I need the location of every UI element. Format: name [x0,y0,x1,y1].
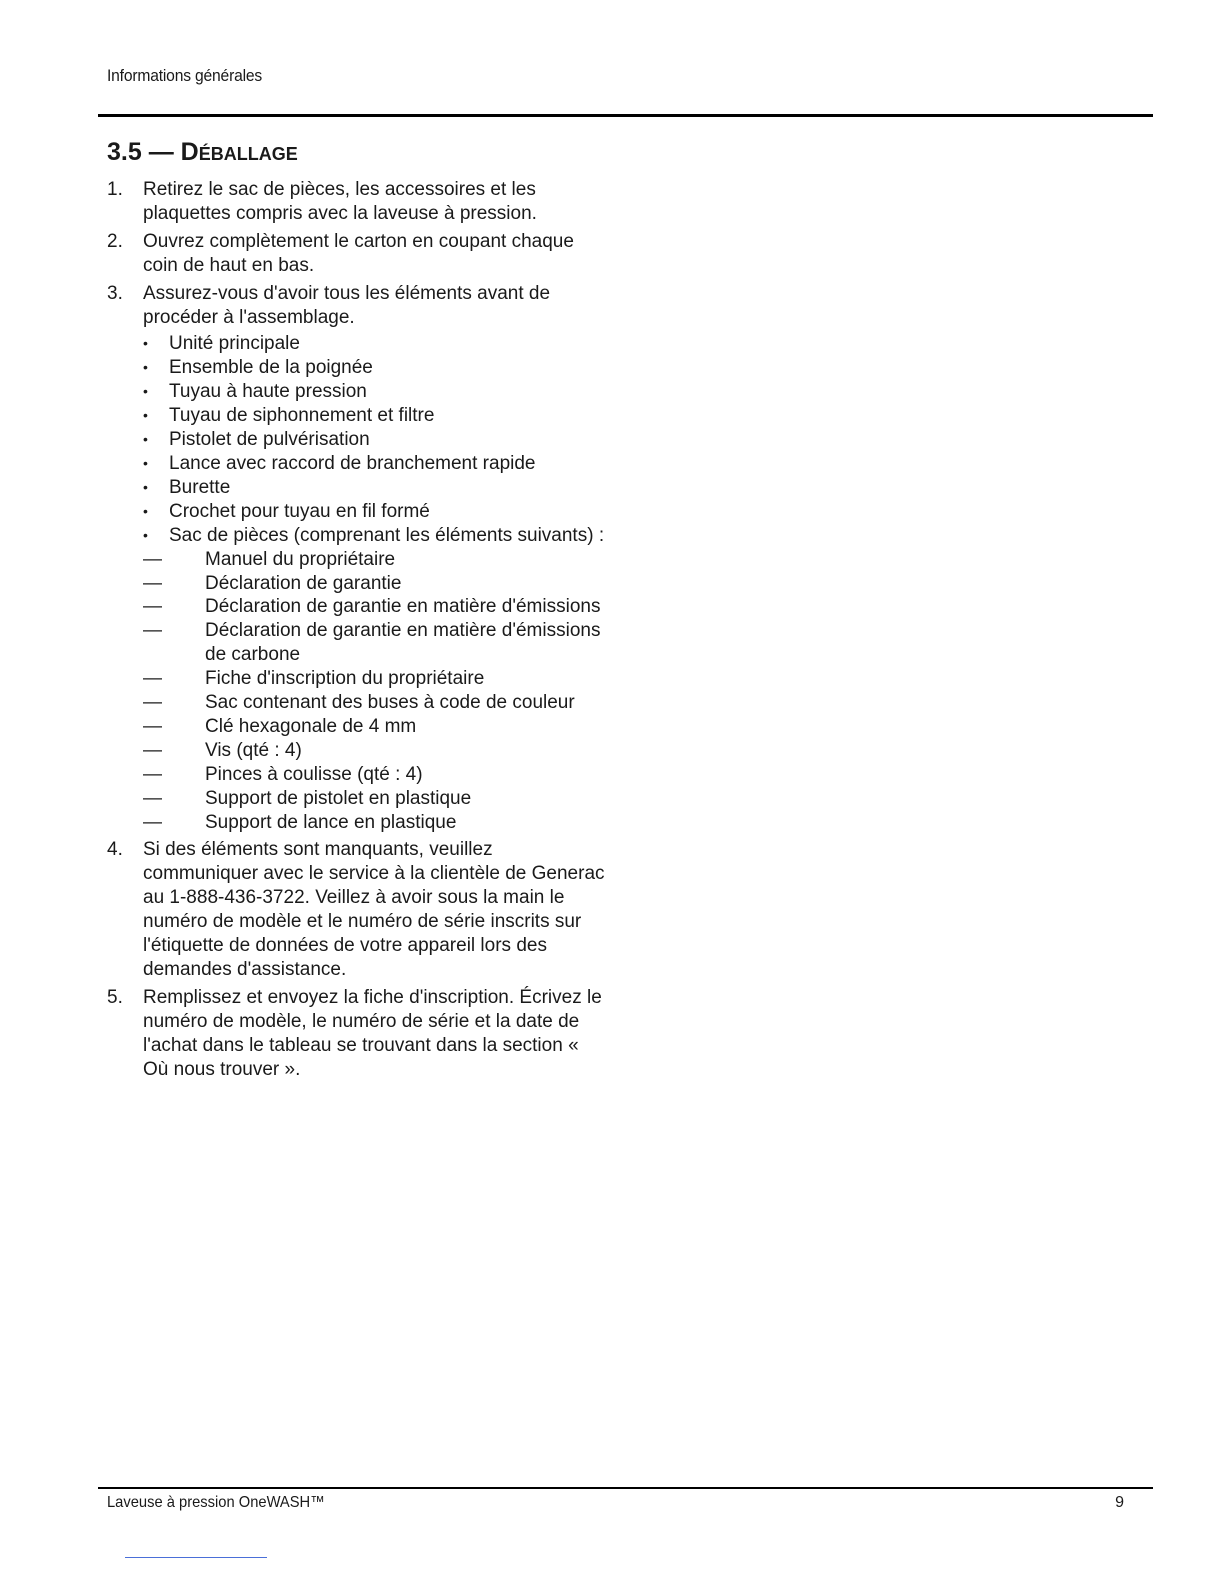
dash-marker: — [143,715,162,737]
footer-product-name: Laveuse à pression OneWASH™ [107,1494,325,1511]
bullet-marker: • [143,407,148,424]
dash-marker: — [143,763,162,785]
bullet-marker: • [143,478,148,495]
dash-marker: — [143,668,162,690]
parts-bag-item [143,619,607,667]
bullet-marker: • [143,383,148,400]
step-item [107,838,607,981]
checklist-item [143,500,607,524]
parts-bag-item [143,739,607,763]
steps-list [107,178,607,1082]
bullet-marker: • [143,526,148,543]
checklist-item [143,356,607,380]
checklist-item [143,404,607,428]
parts-bag-item-text: Support de lance en plastique [205,811,457,833]
step-item [107,282,607,835]
dash-marker: — [143,739,162,761]
parts-bag-item-text: Manuel du propriétaire [205,548,396,570]
step-number: 5. [107,986,123,1008]
parts-bag-item-text: Déclaration de garantie en matière d'émissions [205,596,601,618]
parts-bag-contents [143,548,607,835]
parts-bag-item-text: Vis (qté : 4) [205,739,302,761]
step-text: Si des éléments sont manquants, veuillez communiquer avec le service à la clientèle de Generac au 1-888-436-3722. Veillez à avoir sous la main le numéro de modèle et le numéro de série inscrits sur l'étiquette de données de votre appareil lors des demandes d'assistance. [143,839,605,980]
dash-marker: — [143,548,162,570]
step-text: Remplissez et envoyez la fiche d'inscription. Écrivez le numéro de modèle, le numéro de série et la date de l'achat dans le tableau se trouvant dans la section « Où nous trouver ». [143,986,602,1080]
step-item [107,986,607,1082]
dash-marker: — [143,572,162,594]
dash-marker: — [143,620,162,642]
dash-marker: — [143,811,162,833]
parts-bag-item-text: Support de pistolet en plastique [205,787,472,809]
step-text: Retirez le sac de pièces, les accessoires et les plaquettes compris avec la laveuse à pression. [143,179,537,224]
step-text: Assurez-vous d'avoir tous les éléments avant de procéder à l'assemblage. [143,282,551,328]
checklist-item-text: Ensemble de la poignée [169,357,373,379]
parts-bag-item-text: Sac contenant des buses à code de couleur [205,692,575,714]
bullet-marker: • [143,359,148,376]
step-item [107,178,607,226]
page-number: 9 [1115,1494,1124,1511]
step-number: 3. [107,282,123,304]
bullet-marker: • [143,454,148,471]
parts-bag-item [143,595,607,619]
checklist-item-text: Lance avec raccord de branchement rapide [169,452,536,474]
parts-bag-item-text: Fiche d'inscription du propriétaire [205,668,485,690]
checklist-item [143,428,607,452]
checklist-item [143,332,607,356]
parts-bag-item [143,715,607,739]
parts-bag-item-text: Déclaration de garantie [205,572,402,594]
checklist-item-text: Burette [169,476,231,498]
parts-bag-item [143,572,607,596]
section-title [107,138,298,167]
checklist-item-text: Tuyau à haute pression [169,381,367,403]
checklist-item-text: Tuyau de siphonnement et filtre [169,405,435,427]
parts-bag-item [143,667,607,691]
checklist-item [143,524,607,835]
parts-bag-item [143,763,607,787]
step-number: 2. [107,230,123,252]
checklist-item-text: Pistolet de pulvérisation [169,429,370,451]
checklist-item-text: Unité principale [169,333,300,355]
checklist-item-text: Sac de pièces (comprenant les éléments suivants) : [169,524,605,546]
step-number: 4. [107,839,123,861]
checklist-item [143,452,607,476]
parts-bag-item [143,548,607,572]
checklist-item [143,476,607,500]
running-header: Informations générales [107,66,263,85]
step-text: Ouvrez complètement le carton en coupant chaque coin de haut en bas. [143,230,574,276]
section-title-text: Déballage [180,138,298,166]
bullet-marker: • [143,335,148,352]
dash-marker: — [143,596,162,618]
step-item [107,230,607,278]
checklist-item-text: Crochet pour tuyau en fil formé [169,500,430,522]
link-underline [125,1557,267,1558]
parts-bag-item [143,691,607,715]
checklist-item [143,380,607,404]
contents-checklist [143,332,607,834]
unpacking-instructions [107,178,607,1086]
parts-bag-item [143,811,607,835]
parts-bag-item-text: Pinces à coulisse (qté : 4) [205,763,423,785]
bullet-marker: • [143,431,148,448]
header-rule [98,114,1153,117]
footer-rule [98,1487,1153,1489]
dash-marker: — [143,787,162,809]
parts-bag-item-text: Déclaration de garantie en matière d'émissions de carbone [205,620,601,666]
bullet-marker: • [143,502,148,519]
section-number: 3.5 — [107,138,181,166]
step-number: 1. [107,179,123,200]
parts-bag-item-text: Clé hexagonale de 4 mm [205,715,417,737]
dash-marker: — [143,692,162,714]
parts-bag-item [143,787,607,811]
